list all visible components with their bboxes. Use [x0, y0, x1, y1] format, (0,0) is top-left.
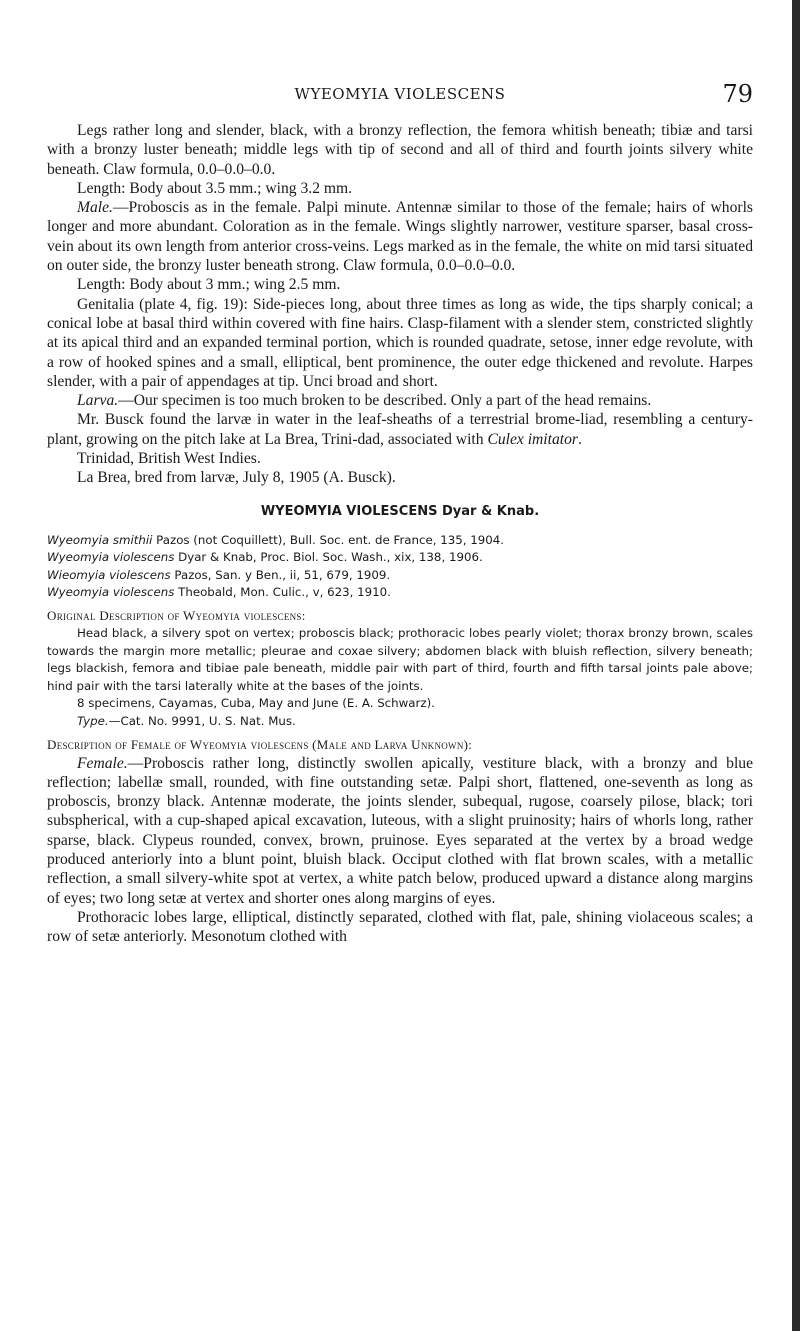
busck-text: Mr. Busck found the larvæ in water in the leaf-sheaths of a terrestrial brome-liad, resembling a century-plant, growing on the pitch lake at La Brea, Trini-dad, associated with — [47, 411, 753, 448]
synonymy-entry — [47, 549, 753, 567]
heading-species: Wyeomyia violescens — [189, 736, 309, 752]
female-text: —Proboscis rather long, distinctly swollen apically, vestiture black, with a bronzy and blue reflection; labellæ small, rounded, with fine outstanding setæ. Palpi short, flattened, one-seventh as long as proboscis, bronzy black. Antennæ moderate, the joints slender, subequal, rugose, coarsely pilose, black; tori subspherical, with a cup-shaped apical excavation, luteous, with a slight pruinosity; hairs of whorls long, rather sparse, black. Clypeus rounded, convex, brown, pruinose. Eyes separated at the vertex by a broad wedge produced anteriorly into a blunt point, bluish black. Occiput clothed with flat brown scales, with a metallic reflection, a small silvery-white spot at vertex, a white patch below, produced upward a distance along margins of eyes; two long setæ at vertex and shorter ones along margins of eyes. — [47, 754, 753, 907]
female-paragraph — [47, 754, 753, 908]
busck-paragraph — [47, 410, 753, 449]
female-label: Female. — [77, 754, 128, 772]
genitalia-paragraph: Genitalia (plate 4, fig. 19): Side-pieces long, about three times as long as wide, the tips sharply conical; a conical lobe at basal third within covered with fine hairs. Clasp-filament with a slender stem, constricted slightly at its apical third and an expanded terminal portion, which is rounded quadrate, setose, inner edge revolute, with a row of hooked spines and a small, elliptical, bent prominence, the outer edge thickened and revolute. Harpes slender, with a pair of appendages at tip. Unci broad and short. — [47, 295, 753, 390]
heading-suffix: (Male and Larva Unknown): — [308, 736, 473, 752]
heading-species: Wyeomyia violescens — [183, 608, 302, 624]
original-description-heading — [47, 606, 753, 625]
type-record — [47, 713, 753, 731]
larva-text: —Our specimen is too much broken to be described. Only a part of the head remains. — [118, 392, 652, 410]
larva-label: Larva. — [77, 392, 119, 410]
synonym-citation: Theobald, Mon. Culic., v, 623, 1910. — [174, 585, 391, 600]
male-paragraph — [47, 198, 753, 275]
female-description-heading — [47, 735, 753, 754]
male-length: Length: Body about 3 mm.; wing 2.5 mm. — [77, 276, 341, 294]
page-body — [47, 121, 753, 947]
prothoracic-paragraph: Prothoracic lobes large, elliptical, distinctly separated, clothed with flat, pale, shining violaceous scales; a row of setæ anteriorly. Mesonotum clothed with — [47, 908, 753, 946]
synonymy-entry — [47, 584, 753, 602]
spacer — [47, 522, 753, 532]
type-text: —Cat. No. 9991, U. S. Nat. Mus. — [108, 713, 296, 728]
female-length: Length: Body about 3.5 mm.; wing 3.2 mm. — [77, 179, 353, 197]
synonym-name: Wieomyia violescens — [47, 567, 171, 582]
heading-colon: : — [301, 608, 306, 624]
culex-imitator: Culex imitator — [487, 430, 578, 448]
synonymy-entry — [47, 567, 753, 585]
synonym-citation: Pazos, San. y Ben., ii, 51, 679, 1909. — [170, 567, 391, 582]
type-label: Type. — [77, 713, 109, 728]
locality: Trinidad, British West Indies. — [77, 450, 261, 468]
synonym-name: Wyeomyia violescens — [47, 550, 175, 565]
running-head — [47, 82, 753, 112]
synonym-name: Wyeomyia violescens — [47, 585, 175, 600]
species-title: WYEOMYIA VIOLESCENS Dyar & Knab. — [260, 503, 540, 519]
original-description-text: Head black, a silvery spot on vertex; proboscis black; prothoracic lobes pearly violet; thorax bronzy brown, scales towards the margin more metallic; pleurae and coxae silvery; abdomen black with bluish reflection, silvery beneath; legs blackish, femora and tibiae pale beneath, middle pair with part of third, fourth and fifth tarsal joints pale above; hind pair with the tarsi laterally white at the bases of the joints. — [47, 626, 753, 693]
heading-text: Original Description of — [47, 608, 183, 624]
collection-record: La Brea, bred from larvæ, July 8, 1905 (A. Busck). — [77, 469, 396, 487]
busck-end: . — [577, 430, 582, 448]
synonym-citation: Dyar & Knab, Proc. Biol. Soc. Wash., xix, 138, 1906. — [174, 550, 483, 565]
heading-text: Description of Female of — [47, 736, 190, 752]
page-number: 79 — [722, 80, 753, 108]
male-text: —Proboscis as in the female. Palpi minute. Antennæ similar to those of the female; hairs of whorls longer and more abundant. Coloration as in the female. Wings slightly narrower, vestiture sparser, basal cross-vein about its own length from anterior cross-veins. Legs marked as in the female, the white on mid tarsi situated on outer side, the bronzy luster beneath strong. Claw formula, 0.0–0.0–0.0. — [47, 199, 753, 275]
specimens-record: 8 specimens, Cayamas, Cuba, May and June (E. A. Schwarz). — [77, 696, 435, 711]
page — [47, 0, 753, 1331]
larva-paragraph — [47, 391, 753, 410]
synonymy-entry — [47, 532, 753, 550]
page-edge-shadow — [792, 0, 800, 1331]
spacer — [47, 488, 753, 502]
legs-paragraph: Legs rather long and slender, black, with a bronzy reflection, the femora whitish beneath; tibiæ and tarsi with a bronzy luster beneath; middle legs with tip of second and all of third and fourth joints silvery white beneath. Claw formula, 0.0–0.0–0.0. — [47, 122, 753, 178]
male-label: Male. — [77, 199, 113, 217]
synonym-citation: Pazos (not Coquillett), Bull. Soc. ent. de France, 135, 1904. — [152, 532, 505, 547]
running-title: WYEOMYIA VIOLESCENS — [294, 85, 506, 103]
synonymy-list — [47, 532, 753, 602]
synonym-name: Wyeomyia smithii — [47, 532, 153, 547]
